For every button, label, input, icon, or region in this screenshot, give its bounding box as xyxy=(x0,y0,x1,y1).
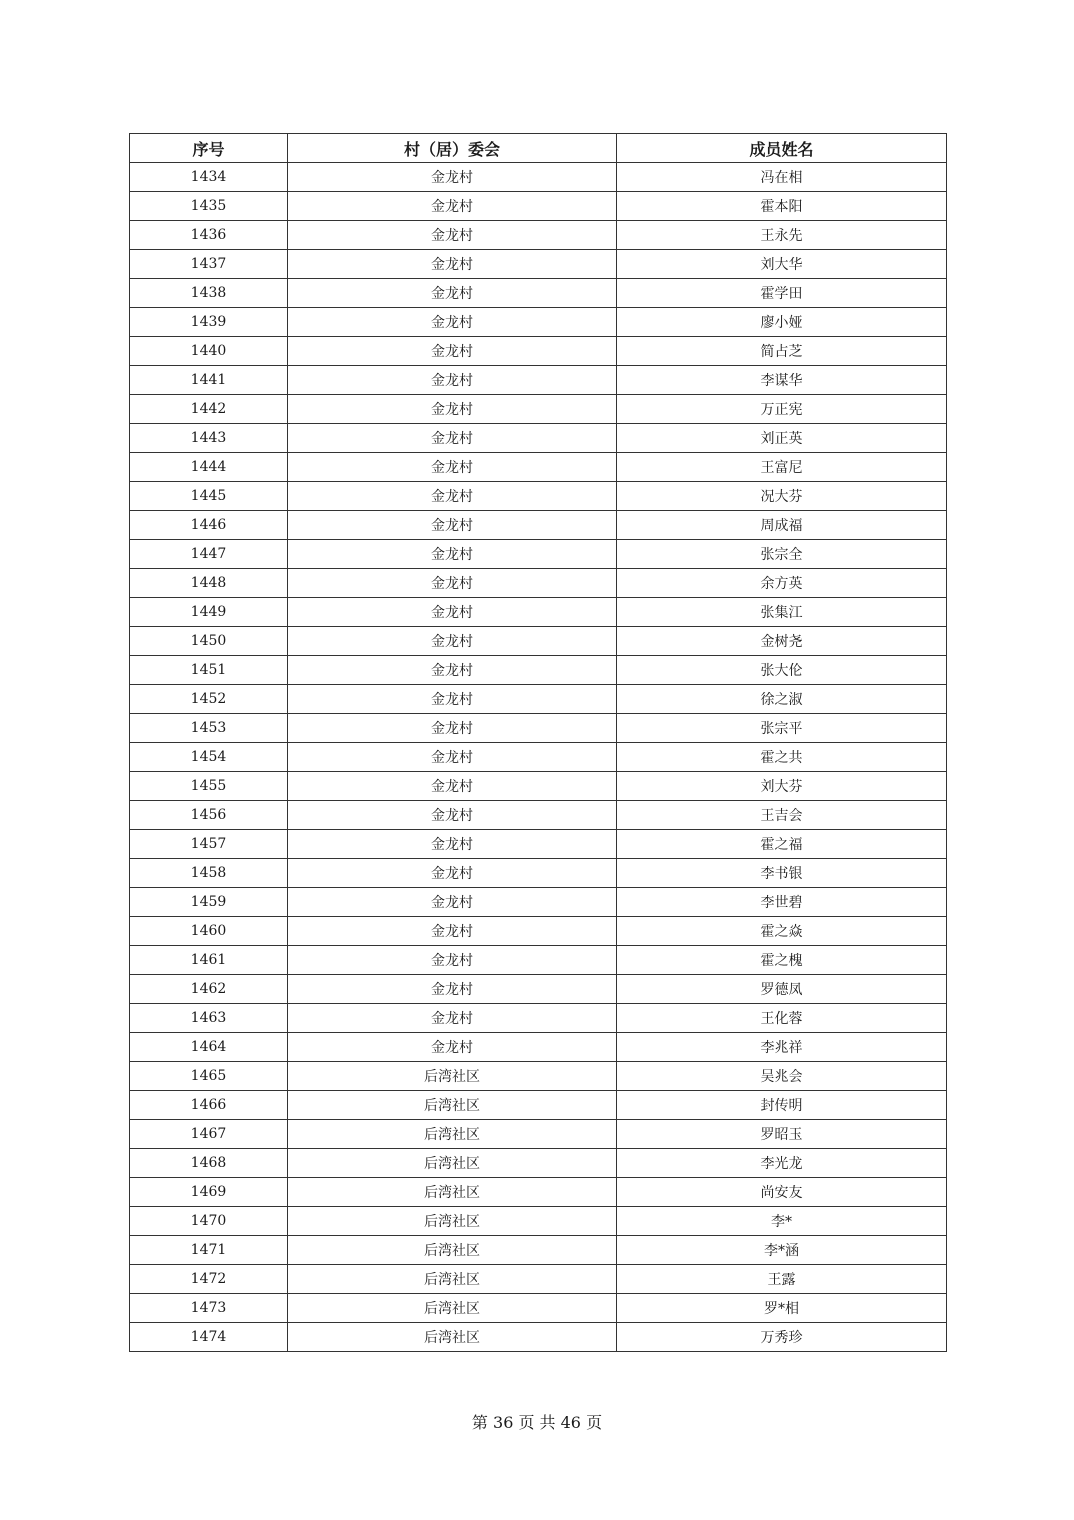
cell-serial-number: 1464 xyxy=(130,1033,288,1062)
cell-member-name: 刘大芬 xyxy=(617,772,947,801)
cell-committee: 金龙村 xyxy=(288,917,617,946)
cell-committee: 金龙村 xyxy=(288,569,617,598)
table-row xyxy=(130,1294,947,1323)
cell-serial-number: 1441 xyxy=(130,366,288,395)
cell-serial-number: 1470 xyxy=(130,1207,288,1236)
cell-committee: 金龙村 xyxy=(288,743,617,772)
cell-member-name: 霍本阳 xyxy=(617,192,947,221)
cell-serial-number: 1458 xyxy=(130,859,288,888)
cell-serial-number: 1454 xyxy=(130,743,288,772)
table-row xyxy=(130,859,947,888)
cell-serial-number: 1448 xyxy=(130,569,288,598)
cell-member-name: 霍之共 xyxy=(617,743,947,772)
table-header-row xyxy=(130,134,947,163)
cell-committee: 后湾社区 xyxy=(288,1323,617,1352)
cell-member-name: 李*涵 xyxy=(617,1236,947,1265)
cell-committee: 金龙村 xyxy=(288,714,617,743)
table-row xyxy=(130,1004,947,1033)
cell-member-name: 霍之焱 xyxy=(617,917,947,946)
cell-member-name: 罗德凤 xyxy=(617,975,947,1004)
table-row xyxy=(130,685,947,714)
table-row xyxy=(130,772,947,801)
cell-serial-number: 1460 xyxy=(130,917,288,946)
cell-committee: 金龙村 xyxy=(288,337,617,366)
table-row xyxy=(130,569,947,598)
cell-committee: 金龙村 xyxy=(288,946,617,975)
cell-committee: 后湾社区 xyxy=(288,1236,617,1265)
cell-committee: 金龙村 xyxy=(288,888,617,917)
cell-committee: 金龙村 xyxy=(288,308,617,337)
table-row xyxy=(130,1033,947,1062)
table-row xyxy=(130,888,947,917)
table-row xyxy=(130,946,947,975)
cell-serial-number: 1467 xyxy=(130,1120,288,1149)
cell-committee: 后湾社区 xyxy=(288,1120,617,1149)
table-row xyxy=(130,830,947,859)
cell-serial-number: 1456 xyxy=(130,801,288,830)
table-row xyxy=(130,598,947,627)
cell-member-name: 张宗全 xyxy=(617,540,947,569)
cell-serial-number: 1434 xyxy=(130,163,288,192)
page-footer: 第 36 页 共 46 页 xyxy=(471,1413,603,1432)
cell-serial-number: 1461 xyxy=(130,946,288,975)
table-row xyxy=(130,221,947,250)
cell-member-name: 王富尼 xyxy=(617,453,947,482)
cell-serial-number: 1473 xyxy=(130,1294,288,1323)
cell-serial-number: 1453 xyxy=(130,714,288,743)
table-row xyxy=(130,192,947,221)
cell-serial-number: 1462 xyxy=(130,975,288,1004)
cell-member-name: 刘大华 xyxy=(617,250,947,279)
cell-committee: 金龙村 xyxy=(288,656,617,685)
cell-member-name: 王吉会 xyxy=(617,801,947,830)
cell-committee: 后湾社区 xyxy=(288,1178,617,1207)
cell-committee: 金龙村 xyxy=(288,424,617,453)
table-row xyxy=(130,714,947,743)
table-row xyxy=(130,453,947,482)
cell-member-name: 李书银 xyxy=(617,859,947,888)
cell-committee: 金龙村 xyxy=(288,627,617,656)
cell-serial-number: 1447 xyxy=(130,540,288,569)
cell-member-name: 罗*相 xyxy=(617,1294,947,1323)
cell-committee: 金龙村 xyxy=(288,221,617,250)
cell-serial-number: 1444 xyxy=(130,453,288,482)
table-row xyxy=(130,250,947,279)
table-row xyxy=(130,1149,947,1178)
cell-committee: 金龙村 xyxy=(288,250,617,279)
cell-serial-number: 1440 xyxy=(130,337,288,366)
cell-committee: 金龙村 xyxy=(288,395,617,424)
cell-committee: 金龙村 xyxy=(288,801,617,830)
cell-committee: 后湾社区 xyxy=(288,1294,617,1323)
cell-committee: 金龙村 xyxy=(288,598,617,627)
cell-member-name: 李世碧 xyxy=(617,888,947,917)
table-row xyxy=(130,540,947,569)
cell-member-name: 王化蓉 xyxy=(617,1004,947,1033)
table-row xyxy=(130,395,947,424)
cell-committee: 后湾社区 xyxy=(288,1207,617,1236)
cell-member-name: 简占芝 xyxy=(617,337,947,366)
cell-member-name: 余方英 xyxy=(617,569,947,598)
cell-serial-number: 1451 xyxy=(130,656,288,685)
cell-member-name: 张大伦 xyxy=(617,656,947,685)
cell-member-name: 万秀珍 xyxy=(617,1323,947,1352)
table-row xyxy=(130,1323,947,1352)
table-row xyxy=(130,163,947,192)
table-row xyxy=(130,801,947,830)
cell-serial-number: 1445 xyxy=(130,482,288,511)
cell-member-name: 李光龙 xyxy=(617,1149,947,1178)
cell-member-name: 张集江 xyxy=(617,598,947,627)
cell-committee: 后湾社区 xyxy=(288,1062,617,1091)
table-row xyxy=(130,308,947,337)
member-table xyxy=(129,133,947,1352)
cell-serial-number: 1463 xyxy=(130,1004,288,1033)
table-row xyxy=(130,1236,947,1265)
cell-committee: 金龙村 xyxy=(288,279,617,308)
cell-serial-number: 1466 xyxy=(130,1091,288,1120)
cell-committee: 金龙村 xyxy=(288,540,617,569)
table-row xyxy=(130,482,947,511)
table-row xyxy=(130,975,947,1004)
cell-serial-number: 1437 xyxy=(130,250,288,279)
table-row xyxy=(130,917,947,946)
cell-member-name: 霍之福 xyxy=(617,830,947,859)
table-row xyxy=(130,1091,947,1120)
cell-serial-number: 1459 xyxy=(130,888,288,917)
cell-committee: 金龙村 xyxy=(288,163,617,192)
cell-member-name: 金树尧 xyxy=(617,627,947,656)
table-body xyxy=(130,163,947,1352)
cell-serial-number: 1474 xyxy=(130,1323,288,1352)
table-row xyxy=(130,1062,947,1091)
cell-member-name: 封传明 xyxy=(617,1091,947,1120)
cell-member-name: 况大芬 xyxy=(617,482,947,511)
cell-committee: 金龙村 xyxy=(288,975,617,1004)
cell-member-name: 万正宪 xyxy=(617,395,947,424)
cell-member-name: 张宗平 xyxy=(617,714,947,743)
cell-committee: 金龙村 xyxy=(288,830,617,859)
cell-serial-number: 1449 xyxy=(130,598,288,627)
cell-committee: 金龙村 xyxy=(288,1004,617,1033)
cell-committee: 金龙村 xyxy=(288,366,617,395)
table-row xyxy=(130,337,947,366)
cell-committee: 后湾社区 xyxy=(288,1091,617,1120)
header-committee: 村（居）委会 xyxy=(288,134,617,163)
cell-committee: 金龙村 xyxy=(288,511,617,540)
cell-member-name: 罗昭玉 xyxy=(617,1120,947,1149)
table-row xyxy=(130,1265,947,1294)
cell-serial-number: 1450 xyxy=(130,627,288,656)
table-row xyxy=(130,656,947,685)
cell-serial-number: 1457 xyxy=(130,830,288,859)
cell-serial-number: 1469 xyxy=(130,1178,288,1207)
table-row xyxy=(130,424,947,453)
cell-member-name: 霍学田 xyxy=(617,279,947,308)
cell-serial-number: 1436 xyxy=(130,221,288,250)
cell-member-name: 吴兆会 xyxy=(617,1062,947,1091)
cell-serial-number: 1439 xyxy=(130,308,288,337)
cell-serial-number: 1452 xyxy=(130,685,288,714)
cell-member-name: 刘正英 xyxy=(617,424,947,453)
cell-member-name: 王露 xyxy=(617,1265,947,1294)
cell-member-name: 李兆祥 xyxy=(617,1033,947,1062)
table-row xyxy=(130,1178,947,1207)
cell-serial-number: 1438 xyxy=(130,279,288,308)
cell-committee: 金龙村 xyxy=(288,1033,617,1062)
header-member-name: 成员姓名 xyxy=(617,134,947,163)
table-row xyxy=(130,743,947,772)
cell-committee: 金龙村 xyxy=(288,482,617,511)
cell-serial-number: 1471 xyxy=(130,1236,288,1265)
cell-member-name: 李* xyxy=(617,1207,947,1236)
cell-committee: 金龙村 xyxy=(288,772,617,801)
table-row xyxy=(130,511,947,540)
cell-committee: 金龙村 xyxy=(288,685,617,714)
cell-member-name: 霍之槐 xyxy=(617,946,947,975)
cell-serial-number: 1468 xyxy=(130,1149,288,1178)
header-serial-number: 序号 xyxy=(130,134,288,163)
cell-member-name: 冯在相 xyxy=(617,163,947,192)
cell-committee: 金龙村 xyxy=(288,453,617,482)
cell-committee: 金龙村 xyxy=(288,192,617,221)
cell-serial-number: 1446 xyxy=(130,511,288,540)
cell-member-name: 王永先 xyxy=(617,221,947,250)
table-row xyxy=(130,1120,947,1149)
table-row xyxy=(130,279,947,308)
table-row xyxy=(130,627,947,656)
table-row xyxy=(130,366,947,395)
cell-committee: 金龙村 xyxy=(288,859,617,888)
cell-serial-number: 1435 xyxy=(130,192,288,221)
cell-serial-number: 1455 xyxy=(130,772,288,801)
cell-member-name: 尚安友 xyxy=(617,1178,947,1207)
cell-serial-number: 1465 xyxy=(130,1062,288,1091)
cell-serial-number: 1472 xyxy=(130,1265,288,1294)
cell-committee: 后湾社区 xyxy=(288,1149,617,1178)
cell-serial-number: 1442 xyxy=(130,395,288,424)
cell-member-name: 徐之淑 xyxy=(617,685,947,714)
cell-member-name: 李谋华 xyxy=(617,366,947,395)
cell-committee: 后湾社区 xyxy=(288,1265,617,1294)
table-row xyxy=(130,1207,947,1236)
cell-member-name: 周成福 xyxy=(617,511,947,540)
cell-serial-number: 1443 xyxy=(130,424,288,453)
cell-member-name: 廖小娅 xyxy=(617,308,947,337)
